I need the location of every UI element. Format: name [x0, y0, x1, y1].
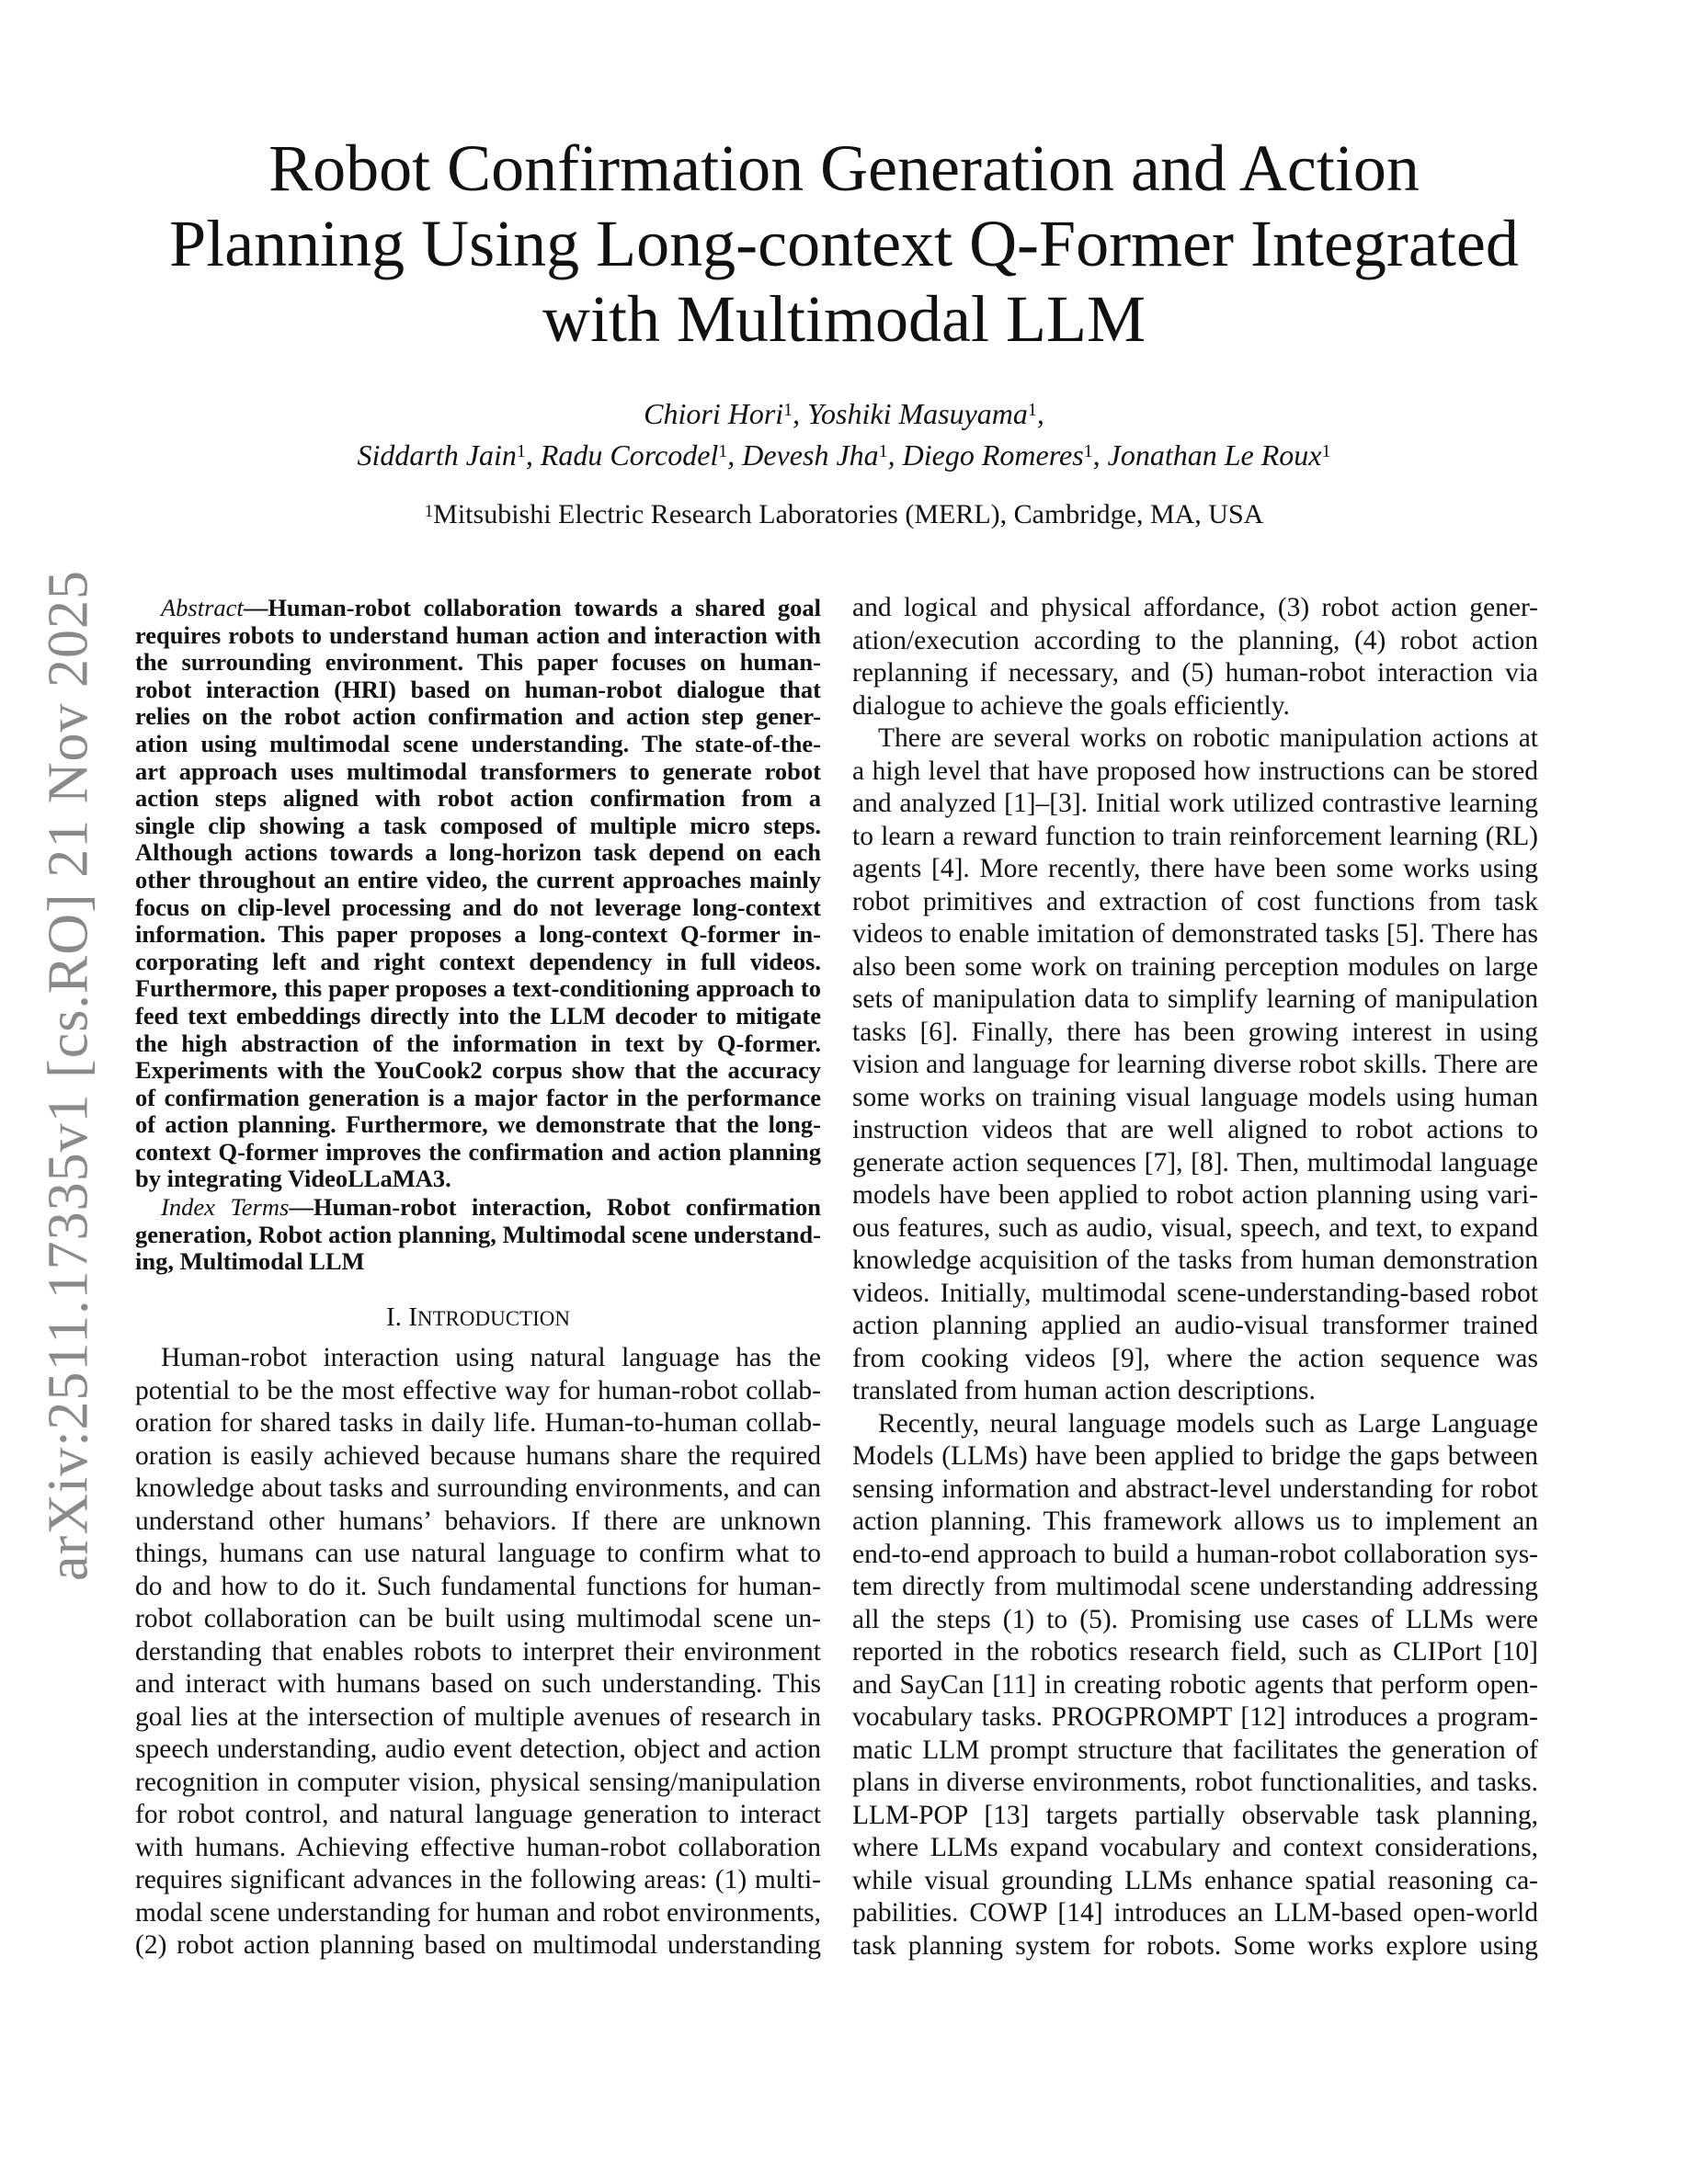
text-line: modal scene understanding for human and robot environments, — [135, 1897, 821, 1928]
title-line: with Multimodal LLM — [542, 282, 1146, 356]
paragraph — [852, 592, 1538, 722]
text-line — [135, 1139, 821, 1166]
text-line: plans in diverse environments, robot functionalities, and tasks. — [852, 1768, 1538, 1797]
text-line: Recently, neural language models such as Large Language — [878, 1408, 1538, 1439]
text-line: robot primitives and extraction of cost functions from task — [852, 886, 1538, 916]
text-line: vocabulary tasks. PROGPROMPT [12] introduces a program- — [852, 1702, 1538, 1732]
text-line: a high level that have proposed how instructions can be stored — [852, 756, 1538, 786]
abstract — [135, 595, 821, 1193]
arxiv-stamp: arXiv:2511.17335v1 [cs.RO] 21 Nov 2025 — [37, 570, 100, 1581]
line-text: corporating left and right context dependency in full videos. — [135, 948, 821, 975]
text-line: action planning applied an audio-visual transformer trained — [852, 1311, 1538, 1340]
line-text: feed text embeddings directly into the LLM decoder to mitigate — [135, 1002, 821, 1029]
text-line: videos. Initially, multimodal scene-understanding-based robot — [852, 1278, 1538, 1308]
text-line: oration is easily achieved because humans share the required — [135, 1440, 821, 1471]
author-name: Jonathan Le Roux — [1107, 438, 1322, 472]
author-name: Siddarth Jain — [357, 438, 517, 472]
text-line — [135, 839, 821, 867]
right-column-body — [852, 592, 1538, 1962]
text-line — [135, 703, 821, 731]
text-line: There are several works on robotic manipulation actions at — [878, 723, 1538, 753]
text-line: for robot control, and natural language generation to interact — [135, 1800, 821, 1829]
text-line — [135, 1111, 821, 1139]
text-line — [135, 1030, 821, 1058]
title-line: Robot Confirmation Generation and Action — [268, 131, 1420, 205]
line-text: —Human-robot interaction, Robot confirmation — [289, 1194, 821, 1221]
text-line: LLM-POP [13] targets partially observable task planning, — [852, 1800, 1538, 1830]
text-line: things, humans can use natural language to confirm what to — [135, 1539, 821, 1568]
line-text: requires robots to understand human action and interaction with — [135, 621, 821, 649]
text-line — [135, 649, 821, 677]
title-line: Planning Using Long-context Q-Former Integrated — [169, 207, 1519, 280]
text-line: requires significant advances in the following areas: (1) multi- — [135, 1865, 821, 1894]
text-line: task planning system for robots. Some works explore using — [852, 1930, 1538, 1961]
text-line: action planning. This framework allows us to implement an — [852, 1507, 1538, 1536]
text-line: sensing information and abstract-level understanding for robot — [852, 1473, 1538, 1504]
affiliation-mark: 1 — [1027, 400, 1037, 420]
section-title-rest: NTRODUCTION — [416, 1307, 570, 1330]
line-text: action steps aligned with robot action confirmation from a — [135, 785, 821, 813]
line-text: of action planning. Furthermore, we demonstrate that the long- — [135, 1111, 821, 1139]
line-text: ing, Multimodal LLM — [135, 1248, 365, 1276]
text-line: Models (LLMs) have been applied to bridge the gaps between — [852, 1441, 1538, 1471]
label: Abstract — [161, 595, 244, 621]
text-line: reported in the robotics research field, such as CLIPort [10] — [852, 1637, 1538, 1666]
section-initial: I — [408, 1302, 417, 1332]
line-text: single clip showing a task composed of multiple micro steps. — [135, 812, 821, 839]
text-line — [135, 867, 821, 894]
author-name: Devesh Jha — [742, 438, 879, 472]
text-line — [135, 1085, 821, 1112]
text-line: models have been applied to robot action planning using vari- — [852, 1180, 1538, 1210]
text-line: videos to enable imitation of demonstrated tasks [5]. There has — [852, 919, 1538, 949]
text-line — [135, 921, 821, 949]
line-text: —Human-robot collaboration towards a shared goal — [243, 595, 821, 621]
text-line: generate action sequences [7], [8]. Then, multimodal language — [852, 1147, 1538, 1177]
line-text: the high abstraction of the information in text by Q-former. — [135, 1029, 821, 1057]
text-line: recognition in computer vision, physical sensing/manipulation — [135, 1767, 821, 1797]
author-list: Chiori Hori$^1$, Yoshiki Masuyama$^1$, Siddarth Jain$^1$, Radu Corcodel$^1$, Devesh Jha$^1$, Diego Romeres$^1$, Jonathan Le Roux$^1$ — [357, 397, 1331, 472]
text-line — [135, 758, 821, 786]
line-text: robot interaction (HRI) based on human-robot dialogue that — [135, 676, 821, 703]
text-line: while visual grounding LLMs enhance spatial reasoning ca- — [852, 1865, 1538, 1895]
paper-title — [0, 131, 1688, 357]
affiliation-mark: 1 — [718, 441, 728, 461]
label: Index Terms — [161, 1194, 290, 1221]
text-line: derstanding that enables robots to interpret their environment — [135, 1636, 821, 1666]
left-column-body — [135, 1342, 821, 1962]
text-line: to learn a reward function to train reinforcement learning (RL) — [852, 821, 1538, 851]
line-text: art approach uses multimodal transformers to generate robot — [135, 757, 821, 785]
text-line: speech understanding, audio event detection, object and action — [135, 1735, 821, 1764]
author-name: Yoshiki Masuyama — [807, 397, 1028, 430]
affiliation-mark: 1 — [424, 502, 434, 521]
line-text: the surrounding environment. This paper focuses on human- — [135, 649, 821, 677]
paragraph — [135, 1342, 821, 1962]
text-line — [135, 813, 821, 840]
text-line — [135, 1222, 821, 1249]
line-text: information. This paper proposes a long-context Q-former in- — [135, 921, 821, 949]
text-line: tem directly from multimodal scene understanding addressing — [852, 1572, 1538, 1601]
text-line — [135, 1003, 821, 1030]
affiliation — [0, 498, 1688, 531]
text-line: replanning if necessary, and (5) human-robot interaction via — [852, 658, 1538, 688]
text-line: (2) robot action planning based on multimodal understanding — [135, 1930, 821, 1960]
text-line: understand other humans’ behaviors. If there are unknown — [135, 1506, 821, 1536]
text-line: and analyzed [1]–[3]. Initial work utilized contrastive learning — [852, 789, 1538, 818]
text-line: where LLMs expand vocabulary and context considerations, — [852, 1833, 1538, 1862]
text-line: with humans. Achieving effective human-robot collaboration — [135, 1832, 821, 1862]
text-line: robot collaboration can be built using multimodal scene un- — [135, 1604, 821, 1633]
text-line: matic LLM prompt structure that facilitates the generation of — [852, 1735, 1538, 1765]
affiliation-mark: 1 — [516, 441, 526, 461]
text-line — [135, 622, 821, 650]
affiliation-mark: 1 — [1083, 441, 1093, 461]
affiliation-mark: 1 — [1321, 441, 1331, 461]
line-text: by integrating VideoLLaMA3. — [135, 1166, 451, 1193]
line-text: generation, Robot action planning, Multimodal scene understand- — [135, 1221, 821, 1248]
text-line: instruction videos that are well aligned to robot actions to — [852, 1115, 1538, 1144]
text-line: knowledge about tasks and surrounding environments, and can — [135, 1473, 821, 1503]
paragraph — [852, 722, 1538, 1408]
affiliation-mark: 1 — [878, 441, 888, 461]
text-line: goal lies at the intersection of multiple avenues of research in — [135, 1701, 821, 1732]
text-line: ation/execution according to the planning, (4) robot action — [852, 625, 1538, 655]
section-heading — [135, 1301, 821, 1336]
index-terms — [135, 1194, 821, 1276]
text-line — [135, 949, 821, 976]
author-name: Chiori Hori — [644, 397, 784, 430]
text-line: end-to-end approach to build a human-robot collaboration sys- — [852, 1539, 1538, 1569]
affiliation-mark: 1 — [783, 400, 793, 420]
text-line: knowledge acquisition of the tasks from human demonstration — [852, 1246, 1538, 1275]
text-line: potential to be the most effective way for human-robot collab- — [135, 1375, 821, 1405]
text-line — [135, 894, 821, 922]
text-line — [135, 1166, 821, 1193]
line-text: other throughout an entire video, the current approaches mainly — [135, 866, 821, 893]
text-line: some works on training visual language models using human — [852, 1082, 1538, 1112]
text-line — [135, 975, 821, 1003]
line-text: of confirmation generation is a major factor in the performance — [135, 1084, 821, 1111]
text-line: and logical and physical affordance, (3) robot action gener- — [852, 593, 1538, 622]
text-line: vision and language for learning diverse robot skills. There are — [852, 1050, 1538, 1079]
section-number: I. — [386, 1302, 409, 1332]
text-line: from cooking videos [9], where the action sequence was — [852, 1343, 1538, 1373]
text-line: Human-robot interaction using natural language has the — [161, 1343, 821, 1372]
line-text: focus on clip-level processing and do not leverage long-context — [135, 893, 821, 921]
text-line — [135, 595, 821, 622]
text-line: tasks [6]. Finally, there has been growing interest in using — [852, 1017, 1538, 1047]
text-line: and interact with humans based on such understanding. This — [135, 1669, 821, 1699]
text-line: oration for shared tasks in daily life. Human-to-human collab- — [135, 1408, 821, 1438]
line-text: ation using multimodal scene understanding. The state-of-the- — [135, 730, 821, 757]
text-line: dialogue to achieve the goals efficiently. — [852, 690, 1290, 721]
text-line: ous features, such as audio, visual, speech, and text, to expand — [852, 1212, 1538, 1243]
line-text: Although actions towards a long-horizon task depend on each — [135, 839, 821, 867]
author-name: Radu Corcodel — [540, 438, 719, 472]
text-line: also been some work on training perception modules on large — [852, 951, 1538, 982]
affiliation-text: Mitsubishi Electric Research Laboratories (MERL), Cambridge, MA, USA — [433, 499, 1264, 529]
text-line: do and how to do it. Such fundamental functions for human- — [135, 1571, 821, 1601]
author-name: Diego Romeres — [902, 438, 1084, 472]
line-text: Experiments with the YouCook2 corpus show that the accuracy — [135, 1057, 821, 1085]
text-line — [135, 785, 821, 813]
text-line: pabilities. COWP [14] introduces an LLM-based open-world — [852, 1898, 1538, 1928]
text-line — [135, 677, 821, 704]
paragraph — [852, 1408, 1538, 1963]
text-line: all the steps (1) to (5). Promising use cases of LLMs were — [852, 1604, 1538, 1634]
line-text: Furthermore, this paper proposes a text-conditioning approach to — [135, 975, 821, 1003]
line-text: relies on the robot action confirmation and action step gener- — [135, 703, 821, 731]
line-text: context Q-former improves the confirmation and action planning — [135, 1138, 821, 1166]
text-line: and SayCan [11] in creating robotic agents that perform open- — [852, 1669, 1538, 1700]
text-line: sets of manipulation data to simplify learning of manipulation — [852, 984, 1538, 1014]
text-line — [135, 1248, 821, 1276]
text-line: agents [4]. More recently, there have been some works using — [852, 854, 1538, 883]
text-line — [135, 1057, 821, 1085]
text-line — [135, 731, 821, 758]
text-line: translated from human action descriptions. — [852, 1376, 1316, 1405]
text-line — [135, 1194, 821, 1222]
